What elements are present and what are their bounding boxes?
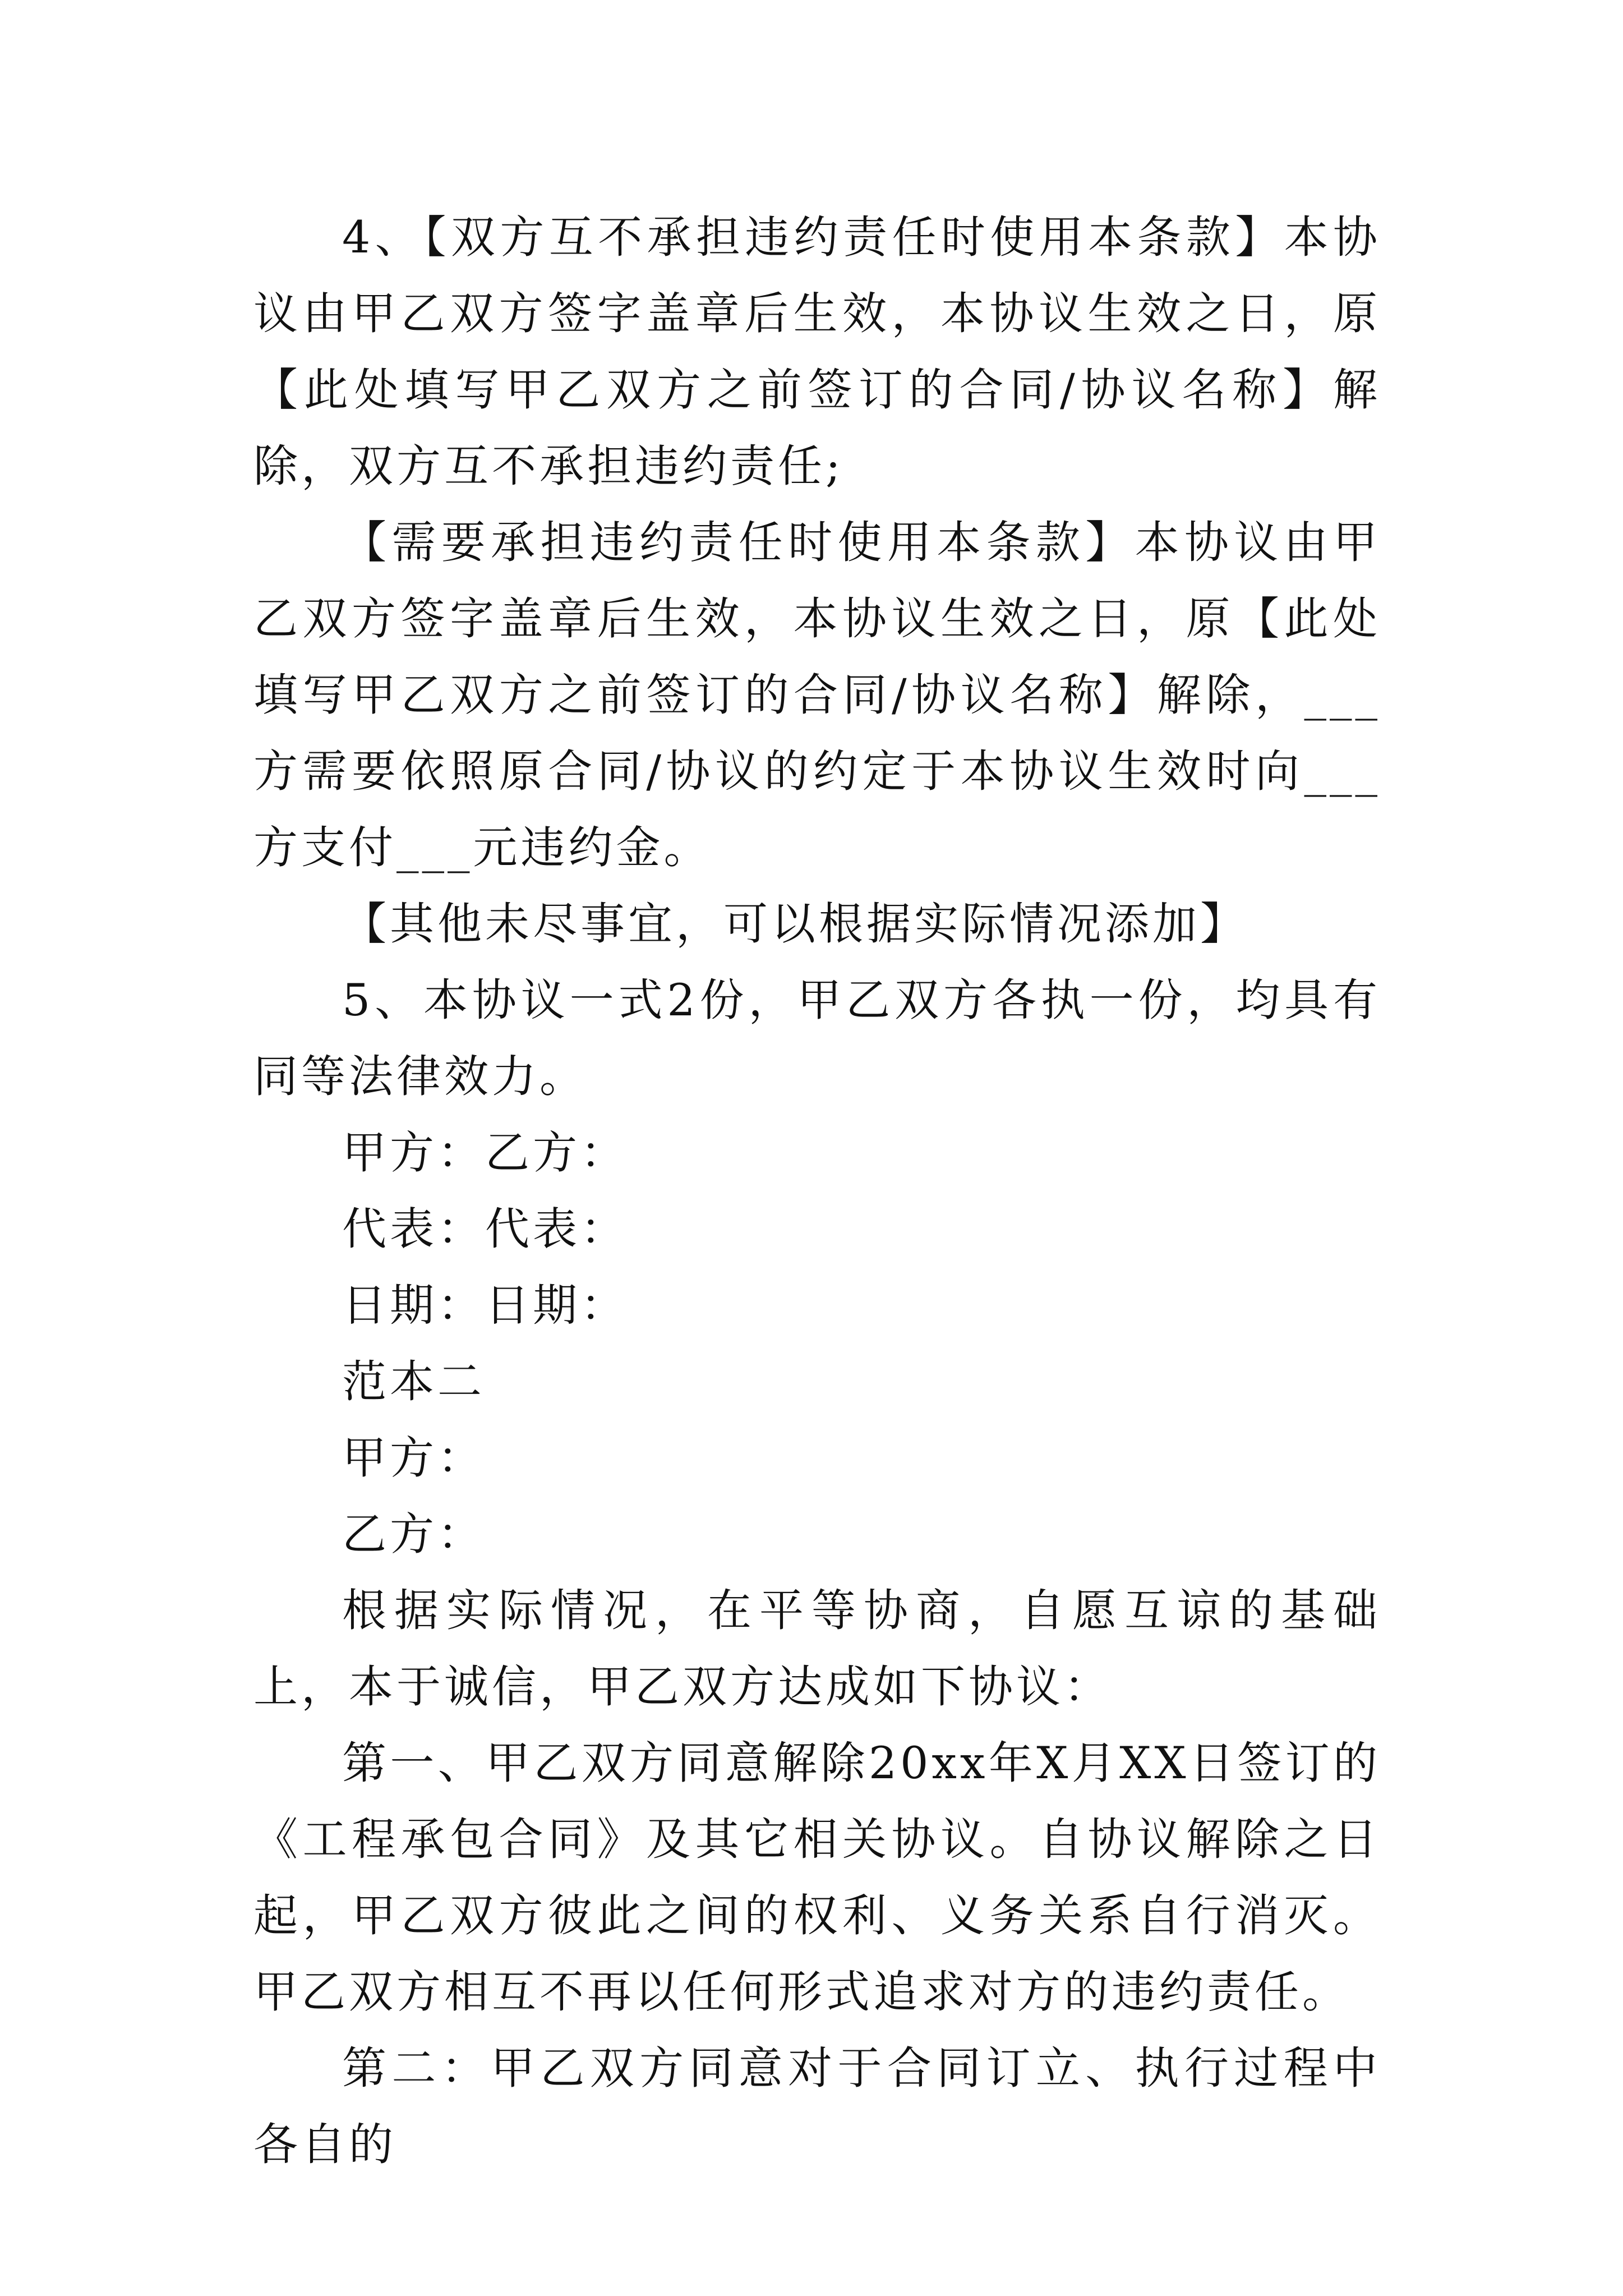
article-two-paragraph: 第二：甲乙双方同意对于合同订立、执行过程中各自的: [253, 2042, 1381, 2170]
clause-4-paragraph: 4、【双方互不承担违约责任时使用本条款】本协议由甲乙双方签字盖章后生效，本协议生效之日，原【此处填写甲乙双方之前签订的合同/协议名称】解除，双方互不承担违约责任;: [253, 211, 1381, 492]
other-matters-paragraph: 【其他未尽事宜，可以根据实际情况添加】: [342, 898, 1248, 950]
party-a-line: 甲方：: [342, 1432, 485, 1484]
party-b-line: 乙方：: [342, 1508, 485, 1560]
template-two-heading: 范本二: [342, 1356, 485, 1407]
article-one-paragraph: 第一、甲乙双方同意解除20xx年X月XX日签订的《工程承包合同》及其它相关协议。自协议解除之日起，甲乙双方彼此之间的权利、义务关系自行消灭。甲乙双方相互不再以任何形式追求对方的违约责任。: [253, 1737, 1381, 2018]
signature-representative-line: 代表：代表：: [342, 1203, 628, 1255]
signature-party-line: 甲方：乙方：: [342, 1127, 628, 1179]
clause-4-alt-paragraph: 【需要承担违约责任时使用本条款】本协议由甲乙双方签字盖章后生效，本协议生效之日，原【此处填写甲乙双方之前签订的合同/协议名称】解除，___方需要依照原合同/协议的约定于本协议生效时向___方支付___元违约金。: [253, 517, 1381, 873]
signature-date-line: 日期：日期：: [342, 1280, 628, 1331]
clause-5-paragraph: 5、本协议一式2份，甲乙双方各执一份，均具有同等法律效力。: [253, 974, 1381, 1102]
document-body: [253, 199, 1381, 2183]
preamble-paragraph: 根据实际情况，在平等协商，自愿互谅的基础上，本于诚信，甲乙双方达成如下协议：: [253, 1585, 1381, 1713]
